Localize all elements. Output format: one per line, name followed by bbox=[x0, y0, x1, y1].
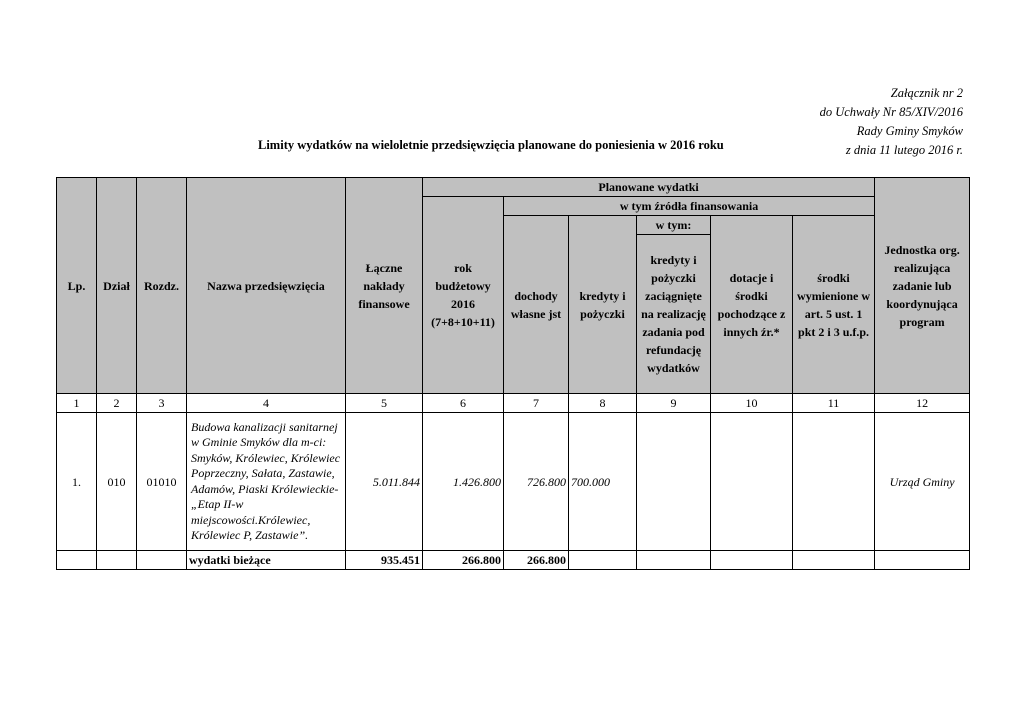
header-srodki-art5: środki wymienione w art. 5 ust. 1 pkt 2 i 3 u.f.p. bbox=[793, 216, 875, 394]
row-srodki-art5 bbox=[793, 413, 875, 551]
table-row bbox=[57, 413, 970, 551]
column-number: 7 bbox=[504, 394, 569, 413]
header-kredyty-refundacja: kredyty i pożyczki zaciągnięte na realizację zadania pod refundację wydatków bbox=[637, 235, 711, 394]
column-number: 10 bbox=[711, 394, 793, 413]
row2-dochody: 266.800 bbox=[504, 551, 569, 570]
header-w-tym-zrodla: w tym źródła finansowania bbox=[504, 197, 875, 216]
row-dochody: 726.800 bbox=[504, 413, 569, 551]
expenditure-table bbox=[56, 177, 970, 570]
row-rok: 1.426.800 bbox=[423, 413, 504, 551]
header-rozdz: Rozdz. bbox=[137, 178, 187, 394]
column-number: 3 bbox=[137, 394, 187, 413]
column-number: 2 bbox=[97, 394, 137, 413]
header-jednostka: Jednostka org. realizująca zadanie lub koordynująca program bbox=[875, 178, 970, 394]
row-jednostka: Urząd Gminy bbox=[875, 413, 970, 551]
attachment-line-4: z dnia 11 lutego 2016 r. bbox=[845, 143, 963, 157]
header-lp: Lp. bbox=[57, 178, 97, 394]
column-number: 5 bbox=[346, 394, 423, 413]
header-rok: rok budżetowy 2016 (7+8+10+11) bbox=[423, 197, 504, 394]
row-rozdz: 01010 bbox=[137, 413, 187, 551]
column-number: 9 bbox=[637, 394, 711, 413]
row-kredyty-refundacja bbox=[637, 413, 711, 551]
header-planowane: Planowane wydatki bbox=[423, 178, 875, 197]
attachment-note bbox=[820, 84, 963, 160]
header-laczne: Łączne nakłady finansowe bbox=[346, 178, 423, 394]
row-lp: 1. bbox=[57, 413, 97, 551]
table-row-wydatki-biezace bbox=[57, 551, 970, 570]
row2-laczne: 935.451 bbox=[346, 551, 423, 570]
row-dzial: 010 bbox=[97, 413, 137, 551]
attachment-line-1: Załącznik nr 2 bbox=[890, 86, 963, 100]
header-dotacje: dotacje i środki pochodzące z innych źr.* bbox=[711, 216, 793, 394]
column-number: 1 bbox=[57, 394, 97, 413]
column-number: 11 bbox=[793, 394, 875, 413]
row-kredyty: 700.000 bbox=[569, 413, 637, 551]
row2-nazwa: wydatki bieżące bbox=[187, 551, 346, 570]
row2-rok: 266.800 bbox=[423, 551, 504, 570]
column-number: 6 bbox=[423, 394, 504, 413]
attachment-line-3: Rady Gminy Smyków bbox=[856, 124, 963, 138]
column-number-row bbox=[57, 394, 970, 413]
column-number: 8 bbox=[569, 394, 637, 413]
header-dochody: dochody własne jst bbox=[504, 216, 569, 394]
attachment-line-2: do Uchwały Nr 85/XIV/2016 bbox=[819, 105, 963, 119]
document-title: Limity wydatków na wieloletnie przedsięwzięcia planowane do poniesienia w 2016 roku bbox=[258, 138, 724, 152]
row-dotacje bbox=[711, 413, 793, 551]
column-number: 12 bbox=[875, 394, 970, 413]
header-w-tym: w tym: bbox=[637, 216, 711, 235]
row-laczne: 5.011.844 bbox=[346, 413, 423, 551]
row-nazwa: Budowa kanalizacji sanitarnej w Gminie Smyków dla m-ci: Smyków, Królewiec, Królewiec Poprzeczny, Sałata, Zastawie, Adamów, Piaski Królewieckie- „Etap II-w miejscowości.Królewiec, Królewiec P, Zastawie”. bbox=[187, 413, 346, 551]
header-dzial: Dział bbox=[97, 178, 137, 394]
header-nazwa: Nazwa przedsięwzięcia bbox=[187, 178, 346, 394]
column-number: 4 bbox=[187, 394, 346, 413]
header-kredyty: kredyty i pożyczki bbox=[569, 216, 637, 394]
